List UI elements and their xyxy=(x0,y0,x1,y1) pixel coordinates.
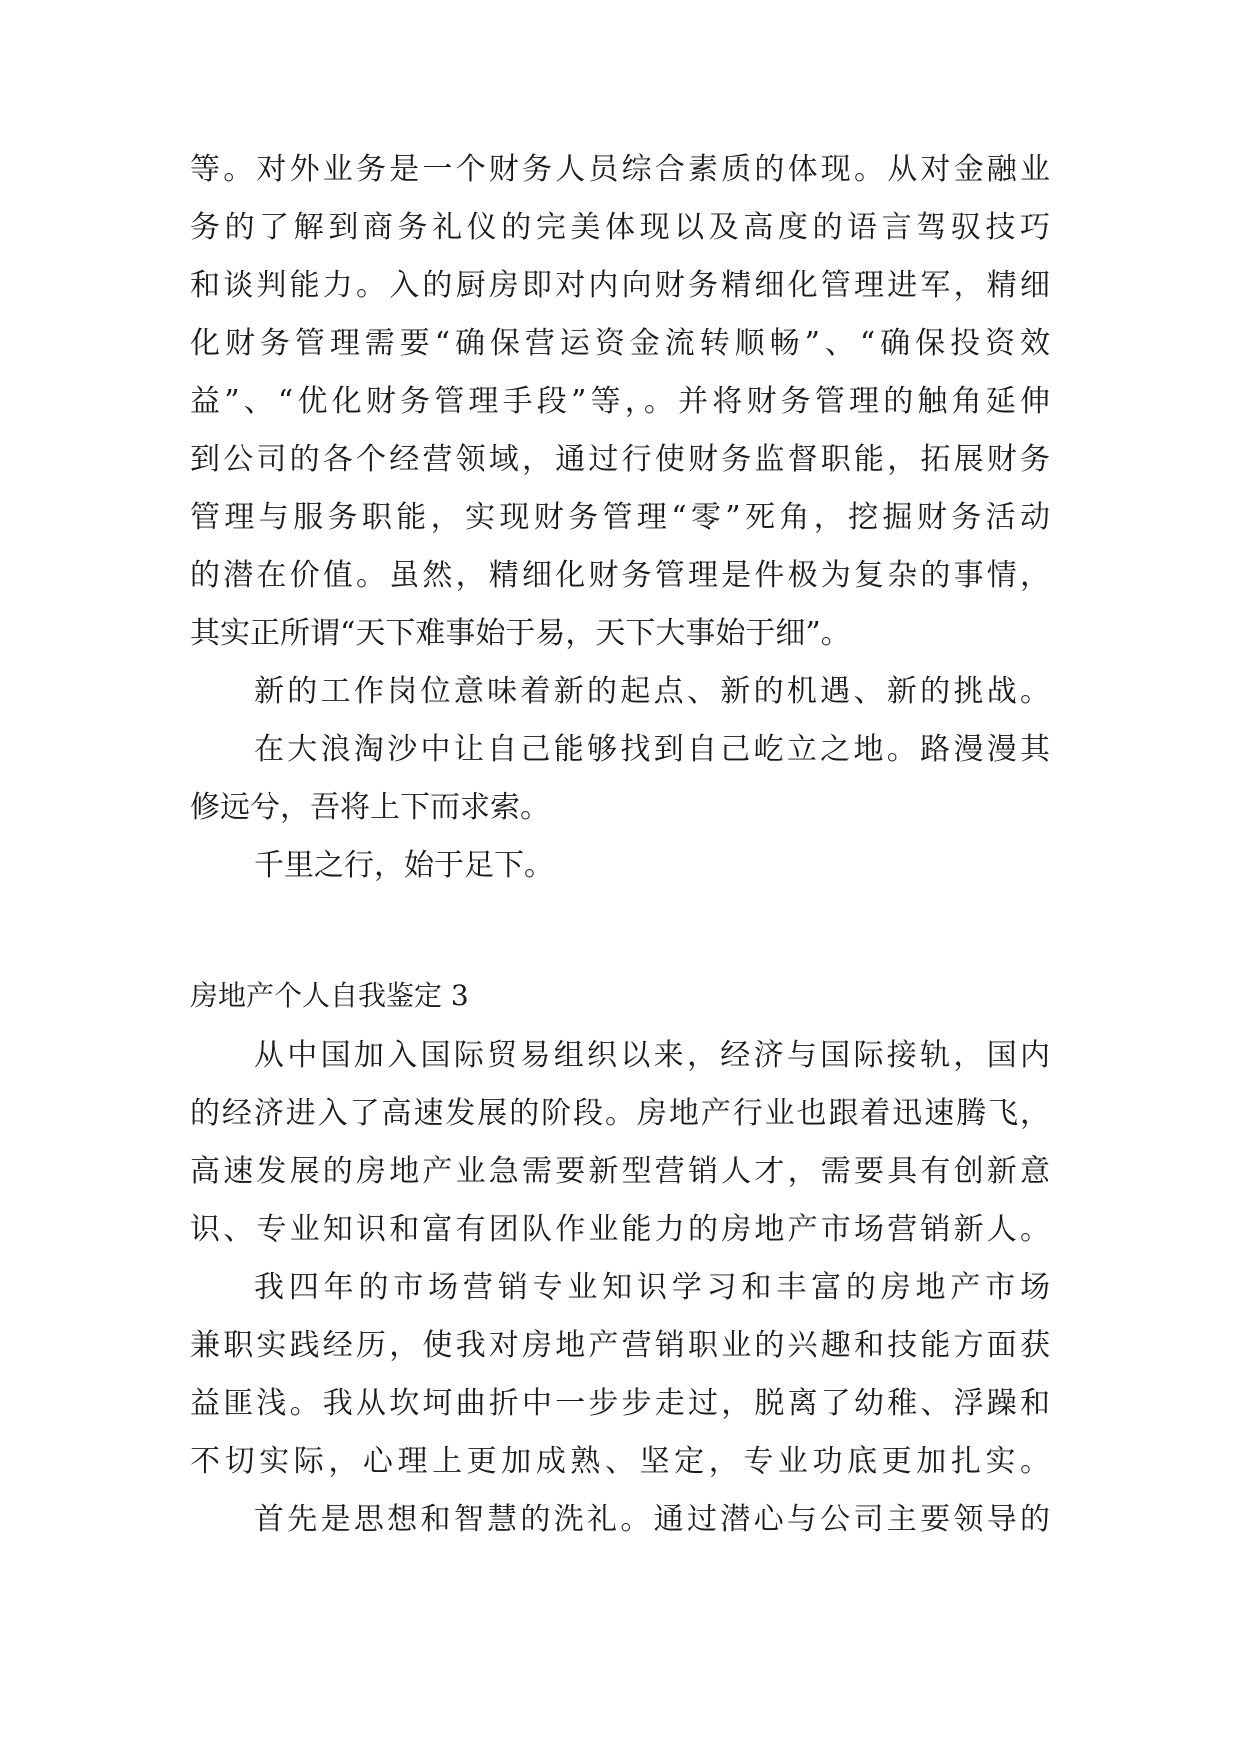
paragraph-line: 我四年的市场营销专业知识学习和丰富的房地产市场 xyxy=(254,1270,1050,1305)
paragraph-line: 高速发展的房地产业急需要新型营销人才，需要具有创新意 xyxy=(190,1154,1050,1189)
section-heading: 房地产个人自我鉴定 3 xyxy=(190,979,469,1012)
paragraph-line: 的经济进入了高速发展的阶段。房地产行业也跟着迅速腾飞， xyxy=(190,1096,1050,1131)
paragraph-line: 管理与服务职能，实现财务管理“零”死角，挖掘财务活动 xyxy=(190,500,1050,535)
paragraph-line: 识、专业知识和富有团队作业能力的房地产市场营销新人。 xyxy=(190,1212,1050,1247)
paragraph-line: 务的了解到商务礼仪的完美体现以及高度的语言驾驭技巧 xyxy=(190,210,1050,245)
paragraph-line: 和谈判能力。入的厨房即对内向财务精细化管理进军，精细 xyxy=(190,268,1050,303)
paragraph-line: 首先是思想和智慧的洗礼。通过潜心与公司主要领导的 xyxy=(254,1502,1050,1537)
paragraph-line: 新的工作岗位意味着新的起点、新的机遇、新的挑战。 xyxy=(254,674,1050,709)
paragraph-line: 益匪浅。我从坎坷曲折中一步步走过，脱离了幼稚、浮躁和 xyxy=(190,1386,1050,1421)
paragraph-line: 益”、“优化财务管理手段”等，。并将财务管理的触角延伸 xyxy=(190,384,1050,419)
paragraph-line: 从中国加入国际贸易组织以来，经济与国际接轨，国内 xyxy=(254,1038,1050,1073)
paragraph-line: 等。对外业务是一个财务人员综合素质的体现。从对金融业 xyxy=(190,152,1050,187)
paragraph-line: 在大浪淘沙中让自己能够找到自己屹立之地。路漫漫其 xyxy=(254,732,1050,767)
paragraph-line: 不切实际，心理上更加成熟、坚定，专业功底更加扎实。 xyxy=(190,1444,1050,1479)
paragraph-line: 其实正所谓“天下难事始于易，天下大事始于细”。 xyxy=(190,616,851,651)
paragraph-line: 化财务管理需要“确保营运资金流转顺畅”、“确保投资效 xyxy=(190,326,1050,361)
paragraph-line: 的潜在价值。虽然，精细化财务管理是件极为复杂的事情， xyxy=(190,558,1050,593)
paragraph-line: 修远兮，吾将上下而求索。 xyxy=(190,790,550,825)
paragraph-line: 到公司的各个经营领域，通过行使财务监督职能，拓展财务 xyxy=(190,442,1050,477)
paragraph-line: 千里之行，始于足下。 xyxy=(254,848,554,883)
paragraph-line: 兼职实践经历，使我对房地产营销职业的兴趣和技能方面获 xyxy=(190,1328,1050,1363)
